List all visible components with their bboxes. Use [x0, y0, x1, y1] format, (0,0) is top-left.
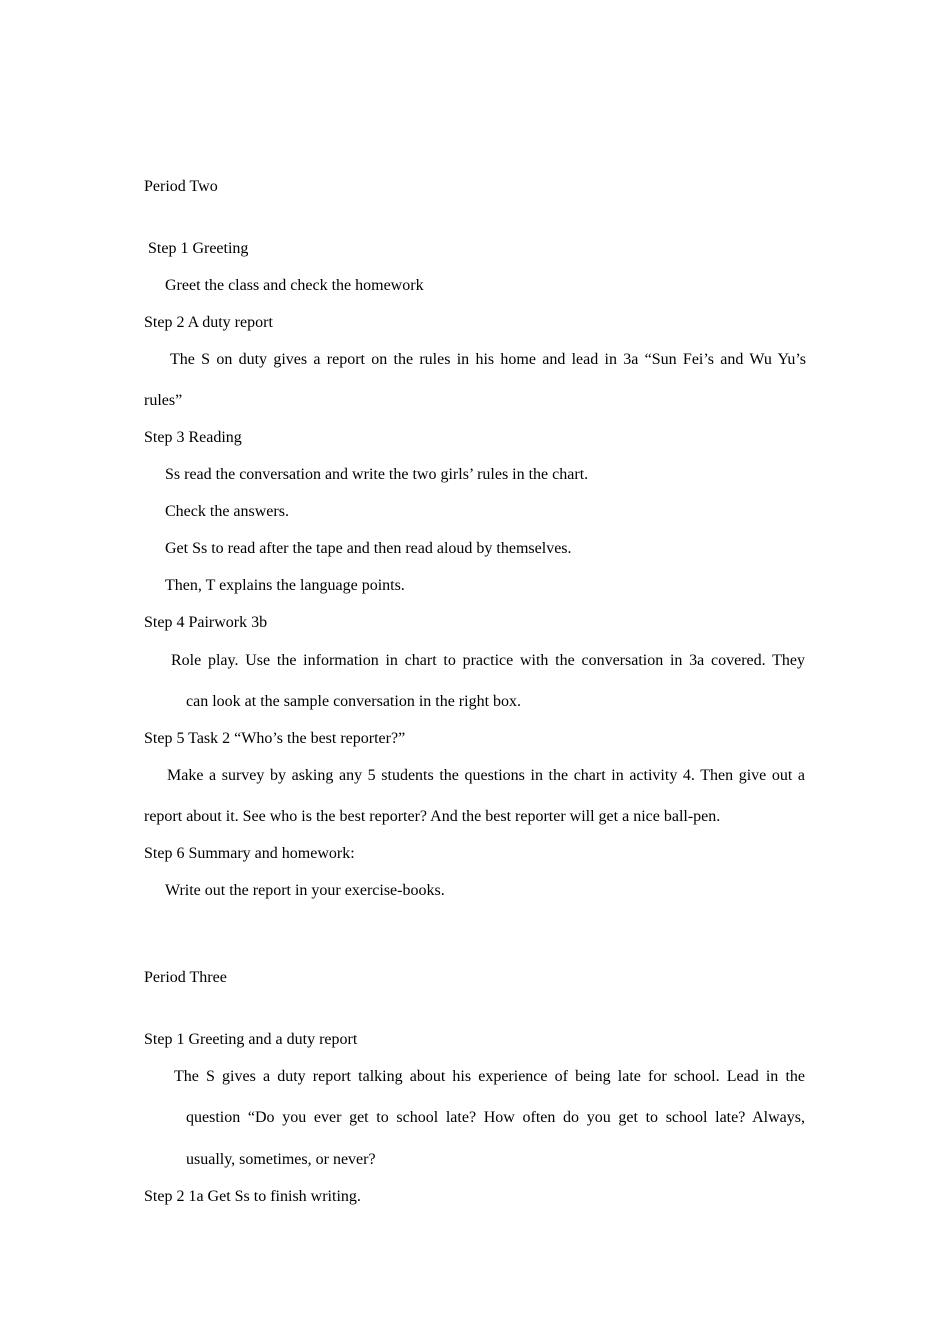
step1-heading: Step 1 Greeting — [148, 240, 249, 257]
step4-text-line1: Role play. Use the information in chart to practice with the conversation in 3a covered. They — [171, 652, 805, 669]
step2-text-line2: rules” — [144, 392, 183, 409]
step1-text: Greet the class and check the homework — [165, 277, 424, 294]
step6-heading: Step 6 Summary and homework: — [144, 845, 355, 862]
step3-text2: Check the answers. — [165, 503, 289, 520]
step6-text: Write out the report in your exercise-books. — [165, 882, 445, 899]
p3-step1-heading: Step 1 Greeting and a duty report — [144, 1031, 358, 1048]
step3-text4: Then, T explains the language points. — [165, 577, 405, 594]
period-two-title: Period Two — [144, 178, 218, 195]
step5-text-line2: report about it. See who is the best reporter? And the best reporter will get a nice ball-pen. — [144, 808, 721, 825]
p3-step1-text-line3: usually, sometimes, or never? — [186, 1151, 376, 1168]
step5-text-line1: Make a survey by asking any 5 students the questions in the chart in activity 4. Then give out a — [167, 767, 805, 784]
period-three-title: Period Three — [144, 969, 227, 986]
step4-text-line2: can look at the sample conversation in the right box. — [186, 693, 522, 710]
step2-text-line1: The S on duty gives a report on the rules in his home and lead in 3a “Sun Fei’s and Wu Yu’s — [170, 351, 806, 368]
step2-heading: Step 2 A duty report — [144, 314, 273, 331]
p3-step2-heading: Step 2 1a Get Ss to finish writing. — [144, 1188, 361, 1205]
step4-heading: Step 4 Pairwork 3b — [144, 614, 268, 631]
step3-heading: Step 3 Reading — [144, 429, 242, 446]
step3-text3: Get Ss to read after the tape and then read aloud by themselves. — [165, 540, 572, 557]
step3-text1: Ss read the conversation and write the two girls’ rules in the chart. — [165, 466, 589, 483]
p3-step1-text-line1: The S gives a duty report talking about his experience of being late for school. Lead in the — [174, 1068, 805, 1085]
p3-step1-text-line2: question “Do you ever get to school late? How often do you get to school late? Always, — [186, 1109, 805, 1126]
step5-heading: Step 5 Task 2 “Who’s the best reporter?” — [144, 730, 406, 747]
